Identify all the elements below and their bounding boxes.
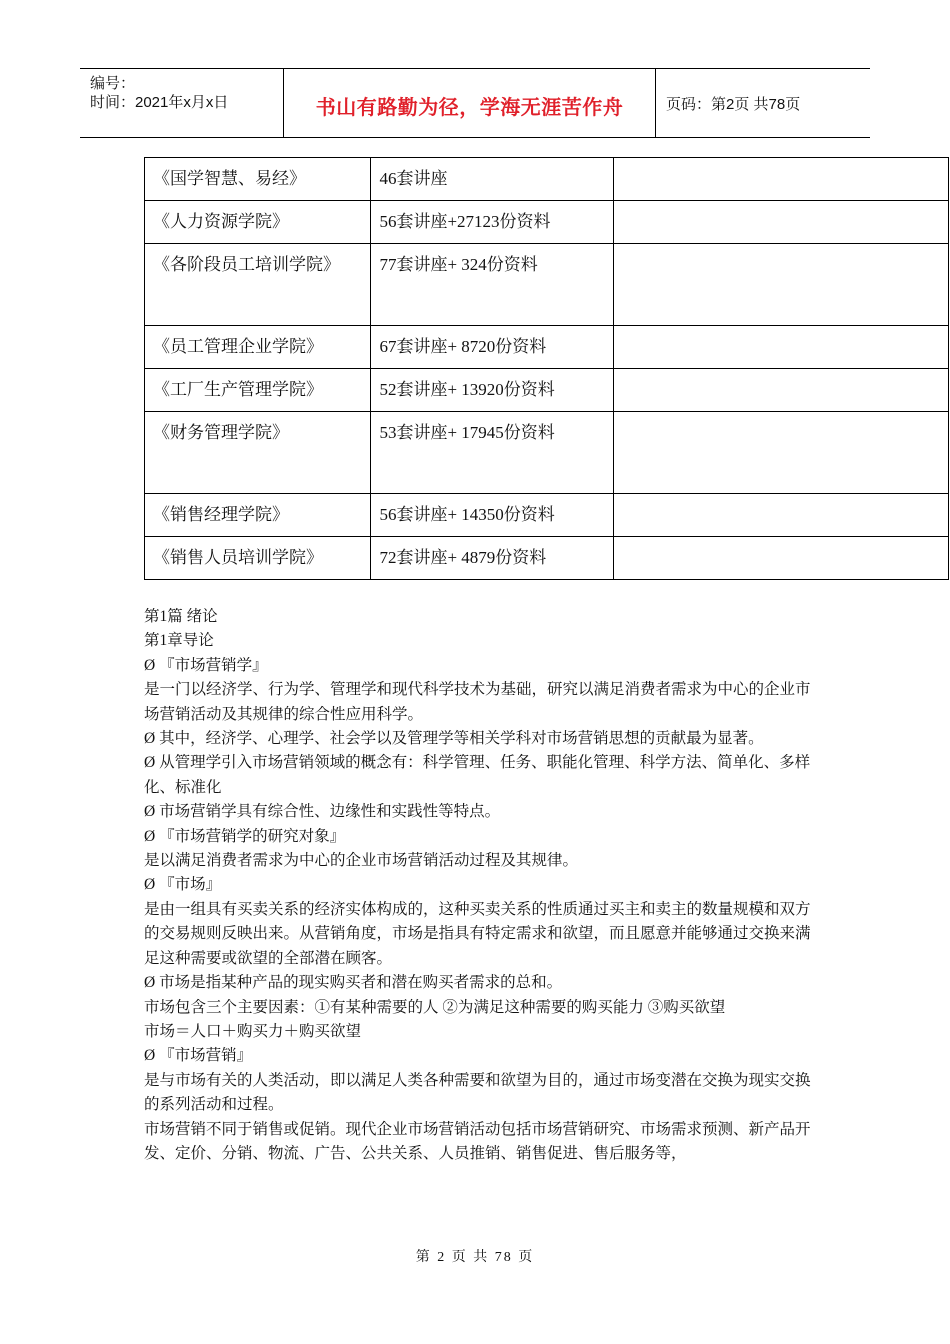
resource-detail: 56套讲座+ 14350份资料 [371,494,613,537]
table-row [145,201,949,244]
bullet-paragraph: Ø 市场营销学具有综合性、边缘性和实践性等特点。 [144,803,501,821]
resource-detail: 77套讲座+ 324份资料 [371,244,613,326]
resource-extra [613,326,948,369]
resource-extra [613,244,948,326]
resource-detail: 56套讲座+27123份资料 [371,201,613,244]
bullet-paragraph: Ø 市场是指某种产品的现实购买者和潜在购买者需求的总和。 [144,974,563,992]
paragraph: 是由一组具有买卖关系的经济实体构成的，这种买卖关系的性质通过买主和卖主的数量规模和双方的交易规则反映出来。从营销角度，市场是指具有特定需求和欲望，而且愿意并能够通过交换来满足这种需要或欲望的全部潜在顾客。 [144,900,811,967]
formula-line: 市场＝人口＋购买力＋购买欲望 [144,1022,362,1040]
resource-detail: 72套讲座+ 4879份资料 [371,537,613,580]
bullet-term: Ø 『市场』 [144,876,222,894]
resource-detail: 67套讲座+ 8720份资料 [371,326,613,369]
resource-name: 《人力资源学院》 [145,201,371,244]
header-page-cell [656,69,870,137]
resource-detail: 53套讲座+ 17945份资料 [371,412,613,494]
table-row [145,537,949,580]
resource-name: 《销售经理学院》 [145,494,371,537]
paragraph: 是以满足消费者需求为中心的企业市场营销活动过程及其规律。 [144,852,579,870]
table-row [145,369,949,412]
body-text [144,605,812,1166]
header-motto: 书山有路勤为径，学海无涯苦作舟 [315,97,624,119]
paragraph: 是与市场有关的人类活动，即以满足人类各种需要和欲望为目的，通过市场变潜在交换为现实交换的系列活动和过程。 [144,1071,811,1114]
header-page-number: 页码：第2页 共78页 [666,96,801,113]
table-row [145,244,949,326]
bullet-term: Ø 『市场营销』 [144,1047,253,1065]
document-number-label: 编号： [90,75,136,92]
table-row [145,412,949,494]
chapter-heading: 第1章导论 [144,632,214,650]
resource-extra [613,201,948,244]
table-row [145,158,949,201]
resource-extra [613,494,948,537]
resource-name: 《各阶段员工培训学院》 [145,244,371,326]
table-row [145,494,949,537]
resource-extra [613,412,948,494]
table-row [145,326,949,369]
resource-name: 《国学智慧、易经》 [145,158,371,201]
document-date-label: 时间：2021年x月x日 [90,94,229,111]
resource-name: 《财务管理学院》 [145,412,371,494]
paragraph: 市场营销不同于销售或促销。现代企业市场营销活动包括市场营销研究、市场需求预测、新产品开发、定价、分销、物流、广告、公共关系、人员推销、销售促进、售后服务等， [144,1120,811,1162]
resource-detail: 46套讲座 [371,158,613,201]
bullet-paragraph: Ø 其中，经济学、心理学、社会学以及管理学等相关学科对市场营销思想的贡献最为显著。 [144,730,764,748]
resource-extra [613,537,948,580]
page-footer: 第 2 页 共 78 页 [415,1250,535,1265]
bullet-paragraph: Ø 从管理学引入市场营销领域的概念有：科学管理、任务、职能化管理、科学方法、简单化、多样化、标准化 [144,754,811,796]
bullet-term: Ø 『市场营销学』 [144,656,268,674]
resource-detail: 52套讲座+ 13920份资料 [371,369,613,412]
resource-name: 《员工管理企业学院》 [145,326,371,369]
paragraph: 是一门以经济学、行为学、管理学和现代科学技术为基础，研究以满足消费者需求为中心的企业市场营销活动及其规律的综合性应用科学。 [144,681,811,723]
header-motto-cell [284,69,656,137]
part-heading: 第1篇 绪论 [144,608,218,625]
bullet-term: Ø 『市场营销学的研究对象』 [144,827,346,845]
header-info-cell [80,69,284,137]
resource-name: 《销售人员培训学院》 [145,537,371,580]
resource-name: 《工厂生产管理学院》 [145,369,371,412]
resource-extra [613,158,948,201]
page-header [80,68,870,138]
resource-table [144,157,949,580]
resource-extra [613,369,948,412]
paragraph: 市场包含三个主要因素：①有某种需要的人 ②为满足这种需要的购买能力 ③购买欲望 [144,998,726,1016]
